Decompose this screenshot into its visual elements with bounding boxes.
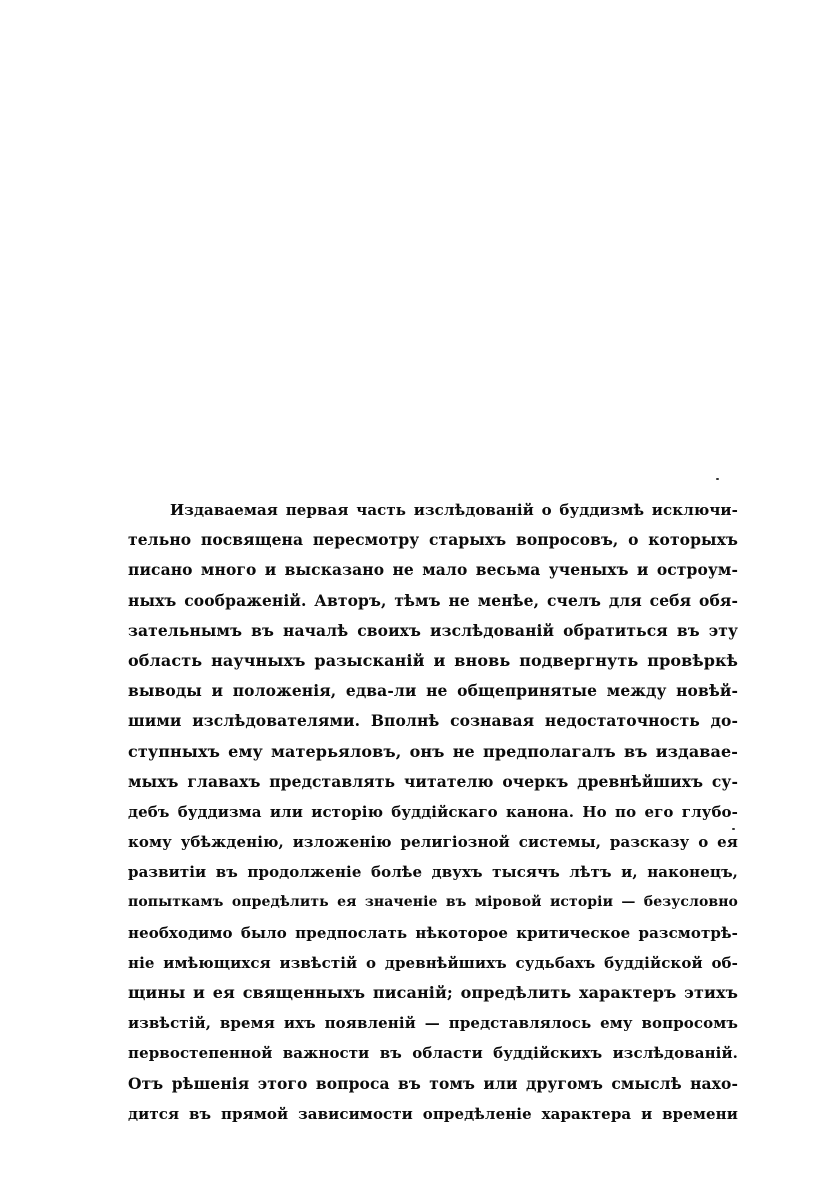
text-line: дится въ прямой зависимости опредѣленіе характера и времени bbox=[128, 1104, 738, 1123]
text-line: извѣстій, время ихъ появленій — представлялось ему вопросомъ bbox=[128, 1014, 738, 1033]
text-line: шими изслѣдователями. Вполнѣ сознавая недостаточность до- bbox=[128, 711, 738, 731]
text-line: ступныхъ ему матерьяловъ, онъ не предполагалъ въ издавае- bbox=[128, 741, 738, 761]
text-line: развитіи въ продолженіе болѣе двухъ тысячъ лѣтъ и, наконецъ, bbox=[128, 863, 738, 882]
text-line: Издаваемая первая часть изслѣдованій о буддизмѣ исключи- bbox=[170, 501, 738, 519]
text-line: выводы и положенія, едва-ли не общепринятые между новѣй- bbox=[128, 681, 738, 701]
text-line: попыткамъ опредѣлить ея значеніе въ міровой исторіи — безусловно bbox=[128, 894, 738, 911]
text-line: тельно посвящена пересмотру старыхъ вопросовъ, о которыхъ bbox=[128, 530, 738, 550]
text-line: писано много и высказано не мало весьма ученыхъ и остроум- bbox=[128, 560, 738, 580]
text-line: щины и ея священныхъ писаній; опредѣлить характеръ этихъ bbox=[128, 983, 738, 1002]
text-line: Отъ рѣшенія этого вопроса въ томъ или другомъ смыслѣ нахо- bbox=[128, 1073, 738, 1093]
scan-speck bbox=[716, 478, 719, 480]
text-line: область научныхъ разысканій и вновь подвергнуть провѣркѣ bbox=[128, 650, 738, 670]
text-line: ніе имѣющихся извѣстій о древнѣйшихъ судьбахъ буддійской об- bbox=[128, 953, 738, 972]
text-line: ныхъ соображеній. Авторъ, тѣмъ не менѣе, счелъ для себя обя- bbox=[128, 590, 738, 610]
text-line: первостепенной важности въ области буддійскихъ изслѣдованій. bbox=[128, 1044, 738, 1063]
text-line: мыхъ главахъ представлять читателю очеркъ древнѣйшихъ су- bbox=[128, 771, 738, 791]
text-line: кому убѣжденію, изложенію религіозной системы, разсказу о ея bbox=[128, 833, 738, 852]
text-line: зательнымъ въ началѣ своихъ изслѣдованій обратиться въ эту bbox=[128, 620, 738, 640]
body-paragraph bbox=[128, 495, 738, 1129]
text-line: необходимо было предпослать нѣкоторое критическое разсмотрѣ- bbox=[128, 923, 738, 942]
text-line: дебъ буддизма или исторію буддійскаго канона. Но по его глубо- bbox=[128, 802, 738, 821]
